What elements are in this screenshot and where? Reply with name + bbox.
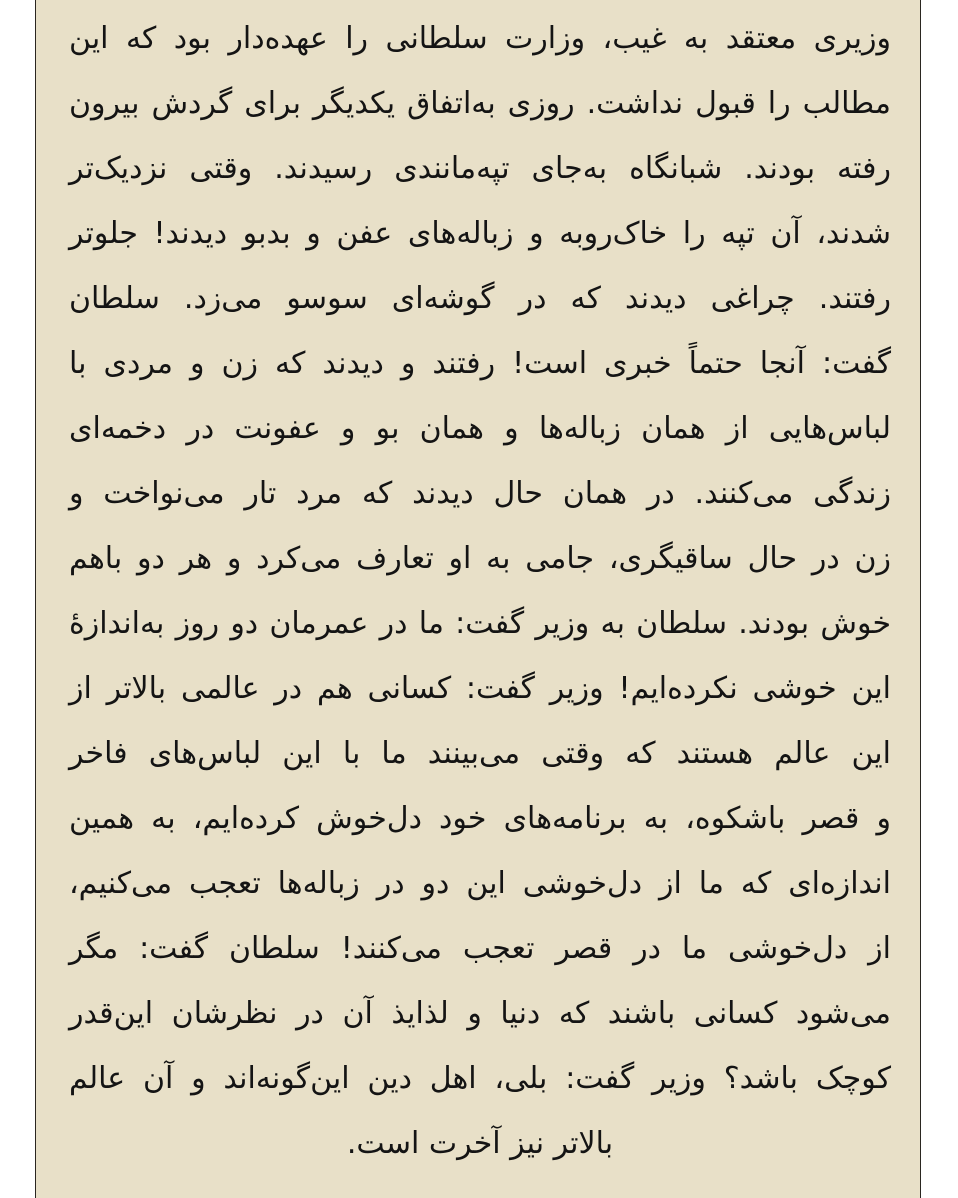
text-line: از دل‌خوشی ما در قصر تعجب می‌کنند! سلطان گفت: مگر [69,931,891,966]
text-line: وزیری معتقد به غیب، وزارت سلطانی را عهده‌دار بود که این [69,21,891,56]
document-page [35,0,921,1198]
text-line: و قصر باشکوه، به برنامه‌های خود دل‌خوش کرده‌ایم، به همین [69,801,891,836]
text-line: این عالم هستند که وقتی می‌بینند ما با این لباس‌های فاخر [69,736,891,771]
text-line: اندازه‌ای که ما از دل‌خوشی این دو در زباله‌ها تعجب می‌کنیم، [69,866,891,901]
text-line: مطالب را قبول نداشت. روزی به‌اتفاق یکدیگر برای گردش بیرون [69,86,891,121]
text-line: لباس‌هایی از همان زباله‌ها و همان بو و عفونت در دخمه‌ای [69,411,891,446]
text-line-last: بالاتر نیز آخرت است. [346,1126,614,1161]
text-line: زن در حال ساقیگری، جامی به او تعارف می‌کرد و هر دو باهم [69,541,891,576]
text-line: شدند، آن تپه را خاک‌روبه و زباله‌های عفن و بدبو دیدند! جلوتر [69,216,891,251]
text-line: خوش بودند. سلطان به وزیر گفت: ما در عمرمان دو روز به‌اندازهٔ [69,606,891,641]
text-line: زندگی می‌کنند. در همان حال دیدند که مرد تار می‌نواخت و [69,476,891,511]
text-line: رفته بودند. شبانگاه به‌جای تپه‌مانندی رسیدند. وقتی نزدیک‌تر [69,151,891,186]
text-line: گفت: آنجا حتماً خبری است! رفتند و دیدند که زن و مردی با [69,346,891,381]
text-line: رفتند. چراغی دیدند که در گوشه‌ای سوسو می‌زد. سلطان [69,281,891,316]
story-paragraph [69,6,891,1176]
text-line: کوچک باشد؟ وزیر گفت: بلی، اهل دین این‌گونه‌اند و آن عالم [69,1061,891,1096]
text-line: این خوشی نکرده‌ایم! وزیر گفت: کسانی هم در عالمی بالاتر از [69,671,891,706]
text-line: می‌شود کسانی باشند که دنیا و لذایذ آن در نظرشان این‌قدر [69,996,891,1031]
